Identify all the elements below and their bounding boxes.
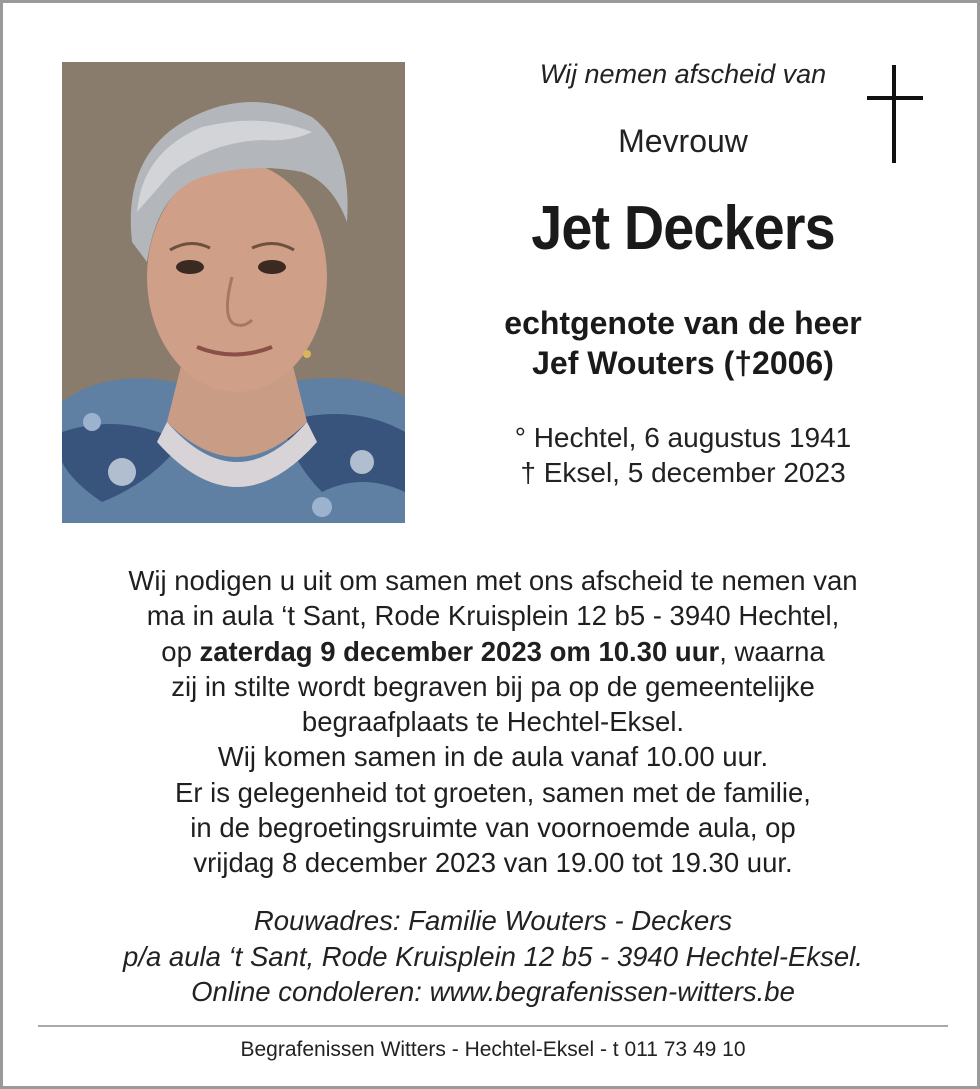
invitation-line: Er is gelegenheid tot groeten, samen met de familie, bbox=[175, 776, 811, 808]
ceremony-datetime: zaterdag 9 december 2023 om 10.30 uur bbox=[199, 635, 720, 667]
honorific: Mevrouw bbox=[618, 123, 748, 159]
spouse-info bbox=[473, 303, 893, 383]
invitation-line: vrijdag 8 december 2023 van 19.00 tot 19.30 uur. bbox=[193, 847, 793, 879]
invitation-line: begraafplaats te Hechtel-Eksel. bbox=[301, 706, 685, 738]
invitation-line-suffix: , waarna bbox=[719, 635, 825, 667]
condolence-link[interactable]: Online condoleren: www.begrafenissen-witters.be bbox=[191, 976, 795, 1007]
life-dates bbox=[473, 420, 893, 490]
portrait-photo bbox=[62, 62, 405, 523]
invitation-line bbox=[43, 634, 943, 669]
birth-date: ° Hechtel, 6 augustus 1941 bbox=[514, 422, 852, 453]
deceased-name: Jet Deckers bbox=[531, 194, 835, 263]
portrait-illustration bbox=[62, 62, 405, 523]
death-date: † Eksel, 5 december 2023 bbox=[520, 457, 846, 488]
address-line: p/a aula ‘t Sant, Rode Kruisplein 12 b5 - 3940 Hechtel-Eksel. bbox=[123, 940, 863, 972]
footer-divider bbox=[38, 1025, 948, 1027]
invitation-line: zij in stilte wordt begraven bij pa op de gemeentelijke bbox=[171, 670, 815, 702]
funeral-home-footer: Begrafenissen Witters - Hechtel-Eksel - t 011 73 49 10 bbox=[240, 1038, 746, 1061]
invitation-line: Wij komen samen in de aula vanaf 10.00 uur. bbox=[217, 741, 769, 773]
spouse-line-2: Jef Wouters (†2006) bbox=[532, 345, 834, 381]
spouse-line-1: echtgenote van de heer bbox=[504, 305, 862, 341]
mourning-address bbox=[43, 903, 943, 1010]
invitation-line: ma in aula ‘t Sant, Rode Kruisplein 12 b5 - 3940 Hechtel, bbox=[146, 600, 840, 632]
intro-text: Wij nemen afscheid van bbox=[539, 59, 827, 89]
invitation-line: Wij nodigen u uit om samen met ons afscheid te nemen van bbox=[128, 565, 858, 596]
address-line: Rouwadres: Familie Wouters - Deckers bbox=[253, 905, 733, 936]
invitation-line: in de begroetingsruimte van voornoemde aula, op bbox=[190, 812, 796, 844]
invitation-text bbox=[43, 563, 943, 881]
invitation-line-prefix: op bbox=[161, 635, 200, 667]
